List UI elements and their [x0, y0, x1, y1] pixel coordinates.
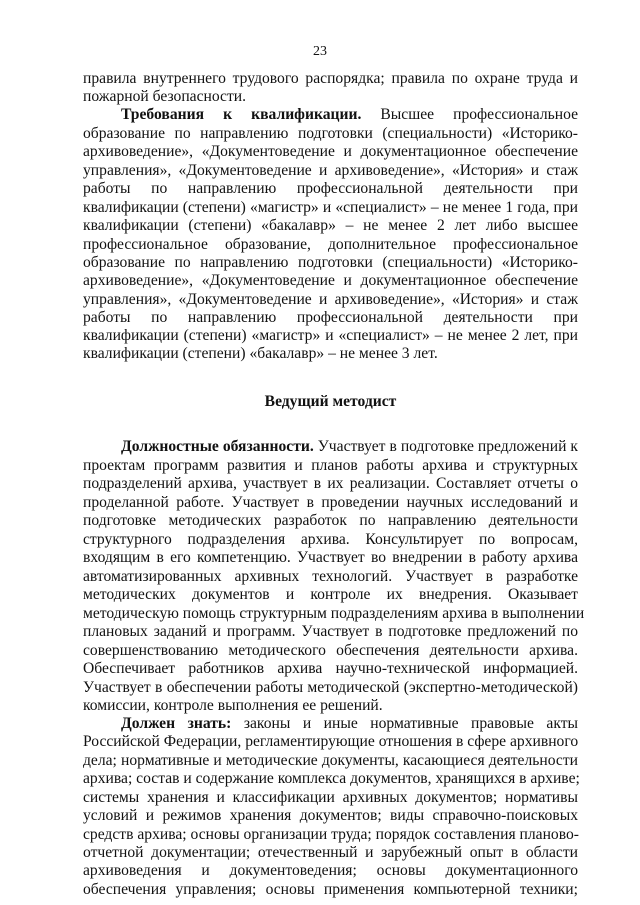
paragraph-line: квалификации (степени) «бакалавр» – не менее 3 лет.	[83, 345, 438, 363]
paragraph-line: Российской Федерации, регламентирующие отношения в сфере архивного	[83, 733, 579, 751]
paragraph-line: условий и режимов хранения документов; виды справочно-поисковых	[83, 807, 578, 825]
paragraph-line: методическую помощь структурным подразделениям архива в выполнении	[83, 604, 585, 622]
paragraph-line: комиссии, контроле выполнения ее решений.	[83, 696, 383, 714]
paragraph-line: пожарной безопасности.	[83, 88, 247, 105]
paragraph-line: обеспечения управления; основы применения компьютерной техники;	[83, 881, 578, 898]
paragraph-line: квалификации (степени) «магистр» и «специалист» – не менее 2 лет, при	[83, 327, 578, 345]
paragraph-line: работы по направлению профессиональной деятельности при	[83, 308, 578, 326]
know-label: Должен знать:	[121, 715, 232, 733]
paragraph-line: архивоведение», «Документоведение и документационное обеспечение	[83, 271, 578, 289]
paragraph-line: системы хранения и классификации архивных документов; нормативы	[83, 789, 578, 807]
paragraph-line: отчетной документации; отечественный и зарубежный опыт в области	[83, 844, 578, 862]
paragraph-line: дела; нормативные и методические документы, касающиеся деятельности	[83, 752, 578, 770]
paragraph-line: архивоведение», «Документоведение и документационное обеспечение	[83, 142, 578, 160]
paragraph-line: профессиональное образование, дополнительное профессиональное	[83, 235, 578, 253]
paragraph-line: Обеспечивает работников архива научно-технической информацией.	[83, 659, 578, 677]
section-heading: Ведущий методист	[264, 392, 397, 410]
paragraph-line: архива; состав и содержание комплекса документов, хранящихся в архиве;	[83, 770, 580, 788]
requirements-first-line	[121, 105, 578, 124]
paragraph-line: управления», «Документоведение и архивоведение», «История» и стаж	[83, 161, 578, 179]
paragraph-line: проектам программ развития и планов работы архива и структурных	[83, 457, 578, 474]
requirements-text: Высшее профессиональное	[380, 106, 578, 123]
know-text: законы и иные нормативные правовые акты	[243, 715, 578, 733]
paragraph-line: квалификации (степени) «магистр» и «специалист» – не менее 1 года, при	[83, 198, 578, 216]
paragraph-line: подразделений архива, участвует в их реализации. Составляет отчеты о	[83, 475, 578, 492]
paragraph-line: подготовке методических разработок по направлению деятельности	[83, 511, 578, 529]
requirements-label: Требования к квалификации.	[121, 106, 362, 123]
paragraph-line: квалификации (степени) «бакалавр» – не менее 2 лет либо высшее	[83, 216, 578, 234]
paragraph-line: совершенствованию методического обеспечения деятельности архива.	[83, 641, 578, 659]
paragraph-line: методических документов и контроле их внедрения. Оказывает	[83, 585, 578, 603]
paragraph-line: управления», «Документоведение и архивоведение», «История» и стаж	[83, 290, 578, 308]
paragraph-line: структурного подразделения архива. Консультирует по вопросам,	[83, 530, 578, 548]
paragraph-line: Участвует в обеспечении работы методической (экспертно-методической)	[83, 678, 578, 696]
paragraph-line: входящим в его компетенцию. Участвует во внедрении в работу архива	[83, 548, 578, 566]
paragraph-line: автоматизированных архивных технологий. Участвует в разработке	[83, 567, 578, 585]
paragraph-line: образование по направлению подготовки (специальности) «Историко-	[83, 253, 578, 271]
paragraph-line: образование по направлению подготовки (специальности) «Историко-	[83, 124, 578, 142]
duties-first-line	[121, 437, 578, 456]
paragraph-line: плановых заданий и программ. Участвует в подготовке предложений по	[83, 622, 578, 640]
paragraph-line: архивоведения и документоведения; основы документационного	[83, 862, 578, 880]
know-first-line	[121, 714, 578, 733]
paragraph-line: средств архива; основы организации труда; порядок составления планово-	[83, 826, 579, 844]
duties-label: Должностные обязанности.	[121, 438, 314, 456]
paragraph-line: правила внутреннего трудового распорядка; правила по охране труда и	[83, 70, 578, 87]
paragraph-line: проделанной работе. Участвует в проведении научных исследований и	[83, 494, 578, 511]
page-number: 23	[313, 44, 327, 59]
paragraph-line: работы по направлению профессиональной деятельности при	[83, 179, 578, 197]
duties-text: Участвует в подготовке предложений к	[317, 438, 579, 456]
